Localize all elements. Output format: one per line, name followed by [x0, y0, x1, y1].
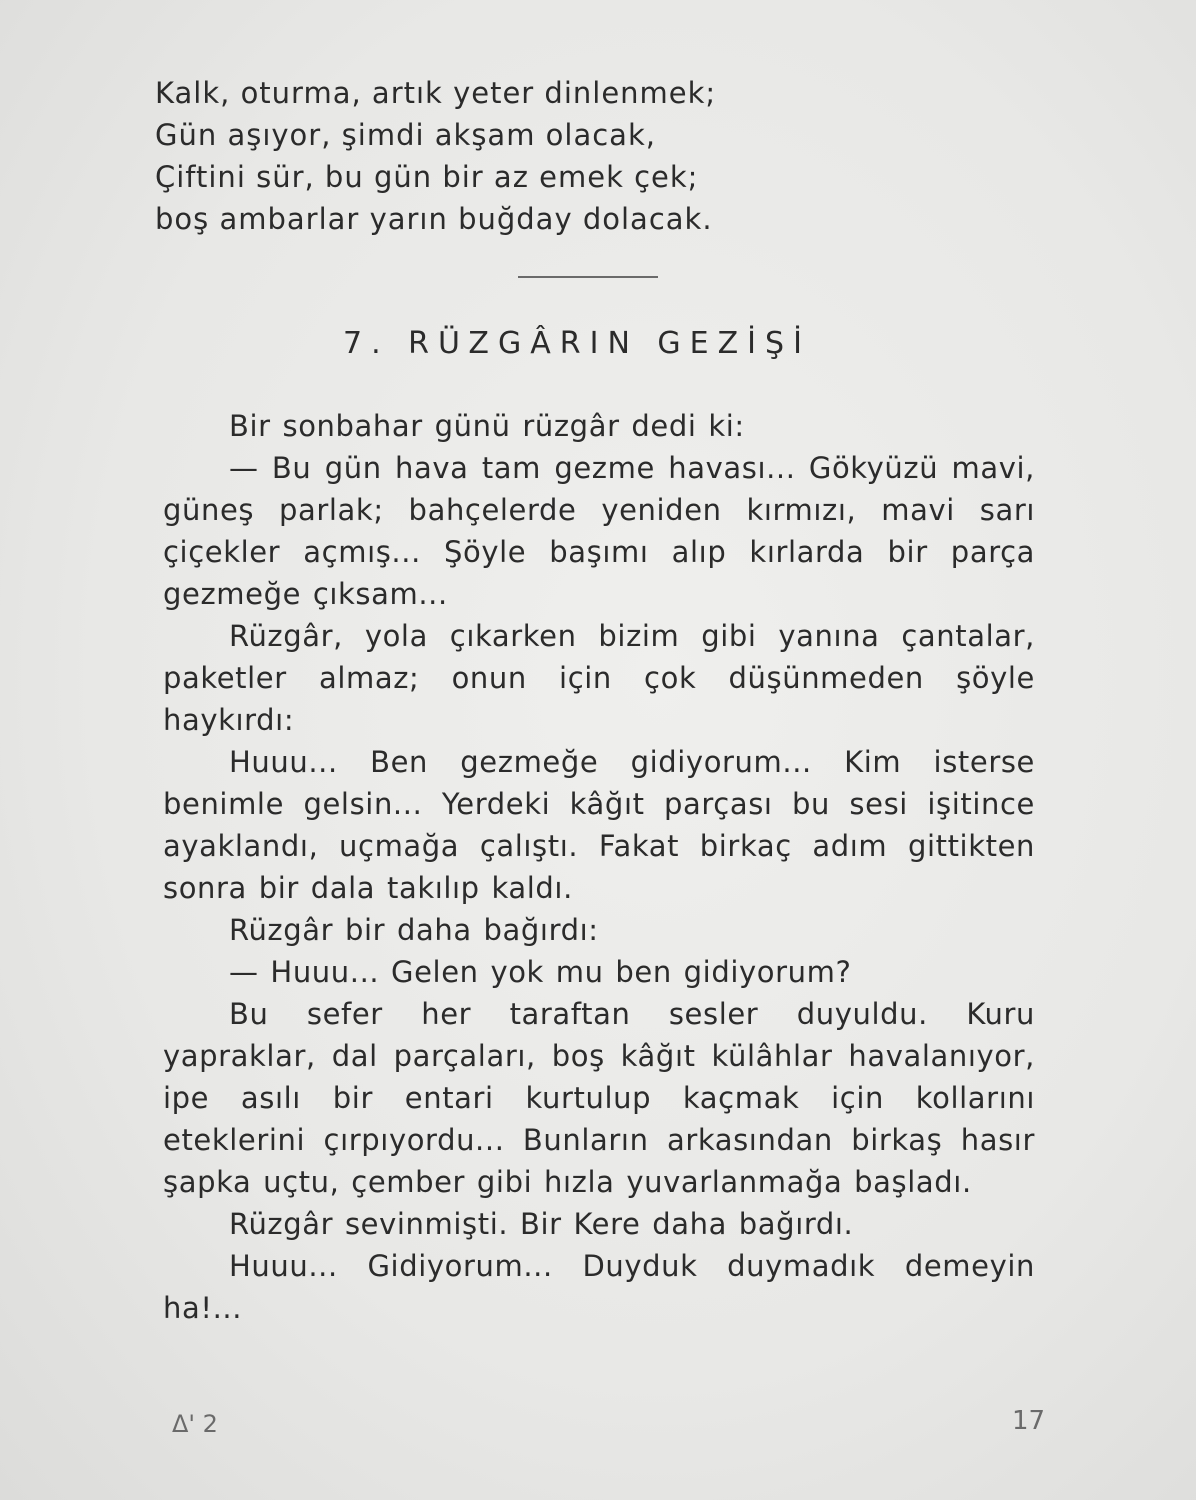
- page-number: 17: [1012, 1406, 1046, 1436]
- paragraph: — Huuu... Gelen yok mu ben gidiyorum?: [229, 955, 852, 989]
- paragraph: Huuu... Gidiyorum... Duyduk duymadık demeyin ha!...: [163, 1249, 1035, 1325]
- section-divider: [518, 276, 658, 278]
- poem-line: Çiftini sür, bu gün bir az emek çek;: [155, 160, 699, 194]
- chapter-body: [163, 405, 1035, 1329]
- paragraph: Huuu... Ben gezmeğe gidiyorum... Kim isterse benimle gelsin... Yerdeki kâğıt parçası bu sesi işitince ayaklandı, uçmağa çalıştı. Fakat birkaç adım gittikten sonra bir dala takılıp kaldı.: [163, 745, 1035, 905]
- paragraph: — Bu gün hava tam gezme havası... Gökyüzü mavi, güneş parlak; bahçelerde yeniden kırmızı, mavi sarı çiçekler açmış... Şöyle başımı alıp kırlarda bir parça gezmeğe çıksam...: [163, 451, 1035, 611]
- paragraph: Rüzgâr, yola çıkarken bizim gibi yanına çantalar, paketler almaz; onun için çok düşünmeden şöyle haykırdı:: [163, 619, 1035, 737]
- poem-stanza: [155, 72, 1055, 240]
- chapter-title: 7. RÜZGÂRIN GEZİŞİ: [343, 326, 811, 361]
- signature-mark: Δ' 2: [172, 1410, 218, 1438]
- poem-line: Gün aşıyor, şimdi akşam olacak,: [155, 118, 656, 152]
- paragraph: Bir sonbahar günü rüzgâr dedi ki:: [229, 409, 745, 443]
- poem-line: Kalk, oturma, artık yeter dinlenmek;: [155, 76, 717, 110]
- paragraph: Rüzgâr bir daha bağırdı:: [229, 913, 599, 947]
- paragraph: Bu sefer her taraftan sesler duyuldu. Kuru yapraklar, dal parçaları, boş kâğıt külâhlar havalanıyor, ipe asılı bir entari kurtulup kaçmak için kollarını eteklerini çırpıyordu... Bunların arkasından birkaş hasır şapka uçtu, çember gibi hızla yuvarlanmağa başladı.: [163, 997, 1035, 1199]
- paragraph: Rüzgâr sevinmişti. Bir Kere daha bağırdı.: [229, 1207, 854, 1241]
- poem-line: boş ambarlar yarın buğday dolacak.: [155, 202, 713, 236]
